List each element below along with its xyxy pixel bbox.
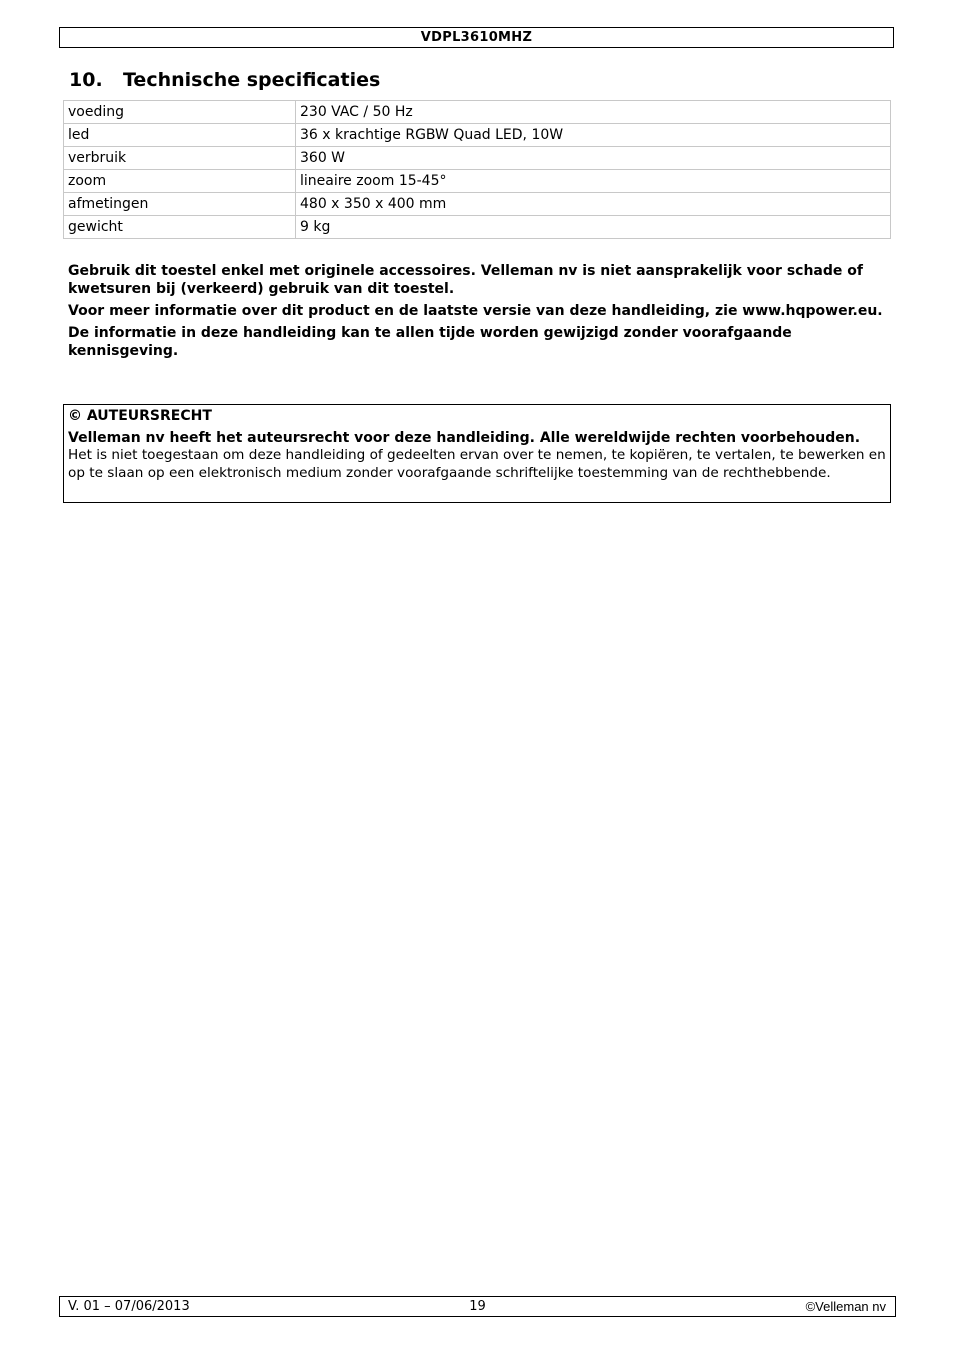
copyright-title: © AUTEURSRECHT bbox=[68, 408, 212, 424]
table-row bbox=[64, 124, 891, 147]
copyright-box bbox=[63, 404, 891, 503]
spec-label: gewicht bbox=[64, 216, 296, 239]
section-heading bbox=[69, 66, 380, 94]
table-row bbox=[64, 170, 891, 193]
notes-section bbox=[68, 262, 890, 364]
footer-company: ©Velleman nv bbox=[805, 1299, 886, 1314]
copyright-statement: Velleman nv heeft het auteursrecht voor deze handleiding. Alle wereldwijde rechten voorbehouden. bbox=[68, 429, 861, 446]
spec-label: led bbox=[64, 124, 296, 147]
note-more-info: Voor meer informatie over dit product en de laatste versie van deze handleiding, zie www.hqpower.eu. bbox=[68, 303, 883, 319]
table-row bbox=[64, 147, 891, 170]
copyright-body: Het is niet toegestaan om deze handleiding of gedeelten ervan over te nemen, te kopiëren, te vertalen, te bewerken en op te slaan op een elektronisch medium zonder voorafgaande schriftelijke toestemming van de rechthebbende. bbox=[68, 447, 886, 481]
spec-label: voeding bbox=[64, 101, 296, 124]
spec-label: zoom bbox=[64, 170, 296, 193]
footer-version: V. 01 – 07/06/2013 bbox=[68, 1299, 190, 1314]
table-row bbox=[64, 193, 891, 216]
section-number: 10. bbox=[69, 69, 103, 91]
spec-value: 360 W bbox=[296, 147, 891, 170]
spec-value: 36 x krachtige RGBW Quad LED, 10W bbox=[296, 124, 891, 147]
footer-page-number: 19 bbox=[469, 1299, 486, 1314]
section-title: Technische specificaties bbox=[123, 69, 381, 91]
spec-value: 230 VAC / 50 Hz bbox=[296, 101, 891, 124]
spec-label: verbruik bbox=[64, 147, 296, 170]
spec-value: lineaire zoom 15-45° bbox=[296, 170, 891, 193]
document-footer bbox=[59, 1296, 896, 1317]
spec-label: afmetingen bbox=[64, 193, 296, 216]
document-header bbox=[59, 27, 894, 48]
spec-value: 9 kg bbox=[296, 216, 891, 239]
specifications-table bbox=[63, 100, 891, 239]
note-accessories: Gebruik dit toestel enkel met originele accessoires. Velleman nv is niet aansprakelijk voor schade of kwetsuren bij (verkeerd) gebruik van dit toestel. bbox=[68, 263, 863, 297]
note-changes: De informatie in deze handleiding kan te allen tijde worden gewijzigd zonder voorafgaande kennisgeving. bbox=[68, 325, 792, 359]
spec-value: 480 x 350 x 400 mm bbox=[296, 193, 891, 216]
table-row bbox=[64, 101, 891, 124]
model-number: VDPL3610MHZ bbox=[420, 30, 533, 45]
table-row bbox=[64, 216, 891, 239]
